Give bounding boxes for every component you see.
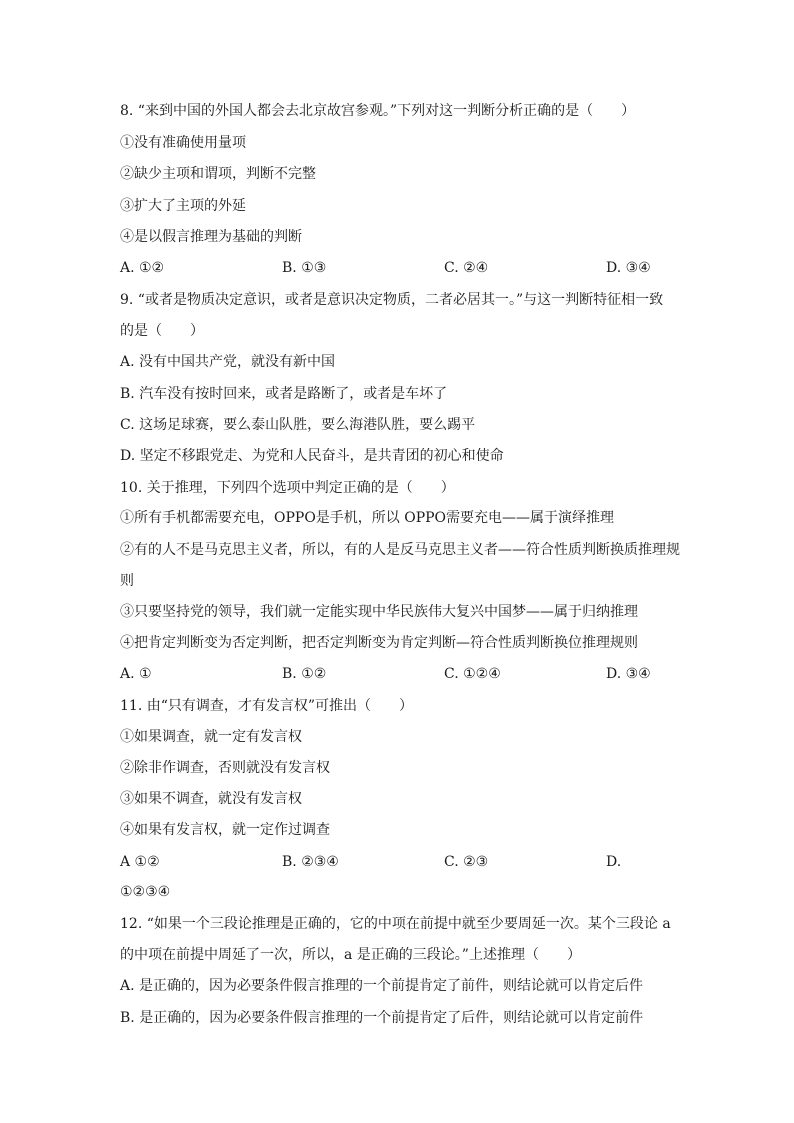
question-10-option-c: C. ①②④ <box>444 666 501 682</box>
question-11-option-d: D. <box>606 854 622 870</box>
question-9-option-b: B. 汽车没有按时回来，或者是路断了，或者是车坏了 <box>120 386 448 402</box>
question-9-stem-line-1: 9. “或者是物质决定意识，或者是意识决定物质，二者必居其一。”与这一判断特征相一致 <box>120 292 664 308</box>
question-10-item-4: ④把肯定判断变为否定判断，把否定判断变为肯定判断—符合性质判断换位推理规则 <box>120 635 638 651</box>
question-8-option-b: B. ①③ <box>282 260 327 276</box>
question-10-item-1: ①所有手机都需要充电，OPPO是手机，所以 OPPO需要充电——属于演绎推理 <box>120 510 615 526</box>
question-8-option-c: C. ②④ <box>444 260 489 276</box>
question-8-item-3: ③扩大了主项的外延 <box>120 198 246 214</box>
question-11-item-2: ②除非作调查，否则就没有发言权 <box>120 760 330 776</box>
question-10-option-b: B. ①② <box>282 666 327 682</box>
question-10-stem: 10. 关于推理，下列四个选项中判定正确的是（ ） <box>120 480 455 496</box>
question-10-item-3: ③只要坚持党的领导，我们就一定能实现中华民族伟大复兴中国梦——属于归纳推理 <box>120 604 638 620</box>
question-11-option-d-wrap: ①②③④ <box>120 884 171 900</box>
question-11-stem: 11. 由“只有调查，才有发言权”可推出（ ） <box>120 698 414 714</box>
question-10-item-2-line-1: ②有的人不是马克思主义者，所以，有的人是反马克思主义者——符合性质判断换质推理规 <box>120 542 680 558</box>
question-10-option-d: D. ③④ <box>606 666 651 682</box>
question-9-option-d: D. 坚定不移跟党走、为党和人民奋斗，是共青团的初心和使命 <box>120 448 504 464</box>
question-10-item-2-line-2: 则 <box>120 573 134 589</box>
question-11-option-a: A ①② <box>120 854 160 870</box>
question-12-option-b: B. 是正确的，因为必要条件假言推理的一个前提肯定了后件，则结论就可以肯定前件 <box>120 1010 644 1026</box>
question-10-option-a: A. ① <box>120 666 152 682</box>
question-8-stem: 8. “来到中国的外国人都会去北京故宫参观。”下列对这一判断分析正确的是（ ） <box>120 103 636 119</box>
question-12-option-a: A. 是正确的，因为必要条件假言推理的一个前提肯定了前件，则结论就可以肯定后件 <box>120 978 644 994</box>
question-8-item-4: ④是以假言推理为基础的判断 <box>120 229 302 245</box>
question-11-option-c: C. ②③ <box>444 854 489 870</box>
question-11-option-b: B. ②③④ <box>282 854 339 870</box>
question-8-option-d: D. ③④ <box>606 260 651 276</box>
question-9-option-c: C. 这场足球赛，要么泰山队胜，要么海港队胜，要么踢平 <box>120 417 476 433</box>
question-8-item-1: ①没有准确使用量项 <box>120 135 246 151</box>
question-9-stem-line-2: 的是（ ） <box>120 323 204 339</box>
question-12-stem-line-2: 的中项在前提中周延了一次，所以，a 是正确的三段论。”上述推理（ ） <box>120 947 581 963</box>
question-8-item-2: ②缺少主项和谓项，判断不完整 <box>120 166 316 182</box>
question-9-option-a: A. 没有中国共产党，就没有新中国 <box>120 354 336 370</box>
question-11-item-1: ①如果调查，就一定有发言权 <box>120 729 302 745</box>
question-8-option-a: A. ①② <box>120 260 165 276</box>
question-12-stem-line-1: 12. “如果一个三段论推理是正确的，它的中项在前提中就至少要周延一次。某个三段论 a <box>120 916 671 932</box>
question-11-item-4: ④如果有发言权，就一定作过调查 <box>120 822 330 838</box>
question-11-item-3: ③如果不调查，就没有发言权 <box>120 791 302 807</box>
